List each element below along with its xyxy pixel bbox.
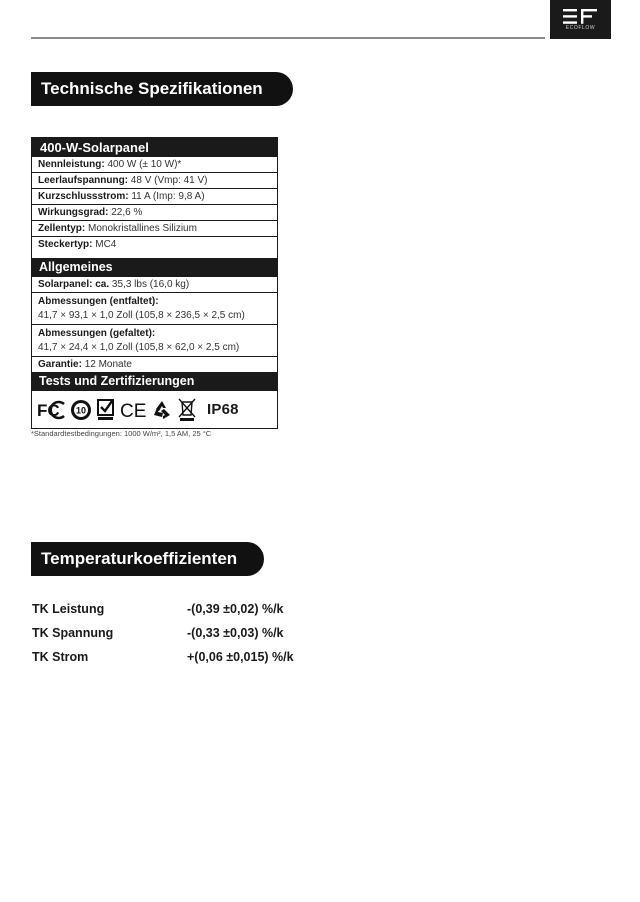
solar-panel-heading: 400-W-Solarpanel — [32, 138, 277, 157]
spec-row-open-circuit-voltage: Leerlaufspannung: 48 V (Vmp: 41 V) — [32, 173, 277, 189]
spec-row-rated-power: Nennleistung: 400 W (± 10 W)* — [32, 157, 277, 173]
spec-row-weight: Solarpanel: ca. 35,3 lbs (16,0 kg) — [32, 277, 277, 293]
spec-row-folded-dimensions: Abmessungen (gefaltet): 41,7 × 24,4 × 1,0 Zoll (105,8 × 62,0 × 2,5 cm) — [32, 325, 277, 357]
recycle-icon — [151, 399, 173, 421]
ce-icon — [120, 400, 146, 420]
spec-row-connector-type: Steckertyp: MC4 — [38, 239, 117, 250]
tk-row-voltage: TK Spannung -(0,33 ±0,03) %/k — [32, 626, 284, 640]
temp-section-title: Temperaturkoeffizienten — [31, 542, 264, 576]
weee-bin-icon — [178, 398, 196, 422]
ef-logo-icon — [563, 9, 597, 24]
certification-icons — [32, 391, 277, 428]
certifications-heading: Tests und Zertifizierungen — [32, 372, 277, 391]
spec-table — [31, 137, 278, 429]
spec-row-cell-type: Zellentyp: Monokristallines Silizium — [32, 221, 277, 237]
ip68-rating: IP68 — [207, 401, 239, 418]
logo-brand-text: ECOFLOW — [565, 25, 596, 31]
general-heading: Allgemeines — [32, 258, 277, 277]
tuv-check-icon — [97, 399, 115, 421]
svg-text:FC: FC — [37, 400, 60, 420]
spec-row-unfolded-dimensions: Abmessungen (entfaltet): 41,7 × 93,1 × 1,0 Zoll (105,8 × 236,5 × 2,5 cm) — [32, 293, 277, 325]
spec-section-title: Technische Spezifikationen — [31, 72, 293, 106]
tk-row-power: TK Leistung -(0,39 ±0,02) %/k — [32, 602, 284, 616]
ecoflow-logo — [550, 0, 611, 39]
footnote: *Standardtestbedingungen: 1000 W/m², 1,5 AM, 25 °C — [31, 429, 212, 438]
tk-row-current: TK Strom +(0,06 ±0,015) %/k — [32, 650, 294, 664]
spec-row-warranty: Garantie: 12 Monate — [38, 359, 132, 370]
header-rule — [31, 37, 545, 39]
svg-text:CE: CE — [120, 400, 146, 420]
svg-text:10: 10 — [75, 405, 87, 415]
spec-row-short-circuit-current: Kurzschlussstrom: 11 A (Imp: 9,8 A) — [32, 189, 277, 205]
spec-row-efficiency: Wirkungsgrad: 22,6 % — [32, 205, 277, 221]
fcc-icon — [37, 400, 65, 420]
rohs-10-icon — [70, 399, 92, 421]
